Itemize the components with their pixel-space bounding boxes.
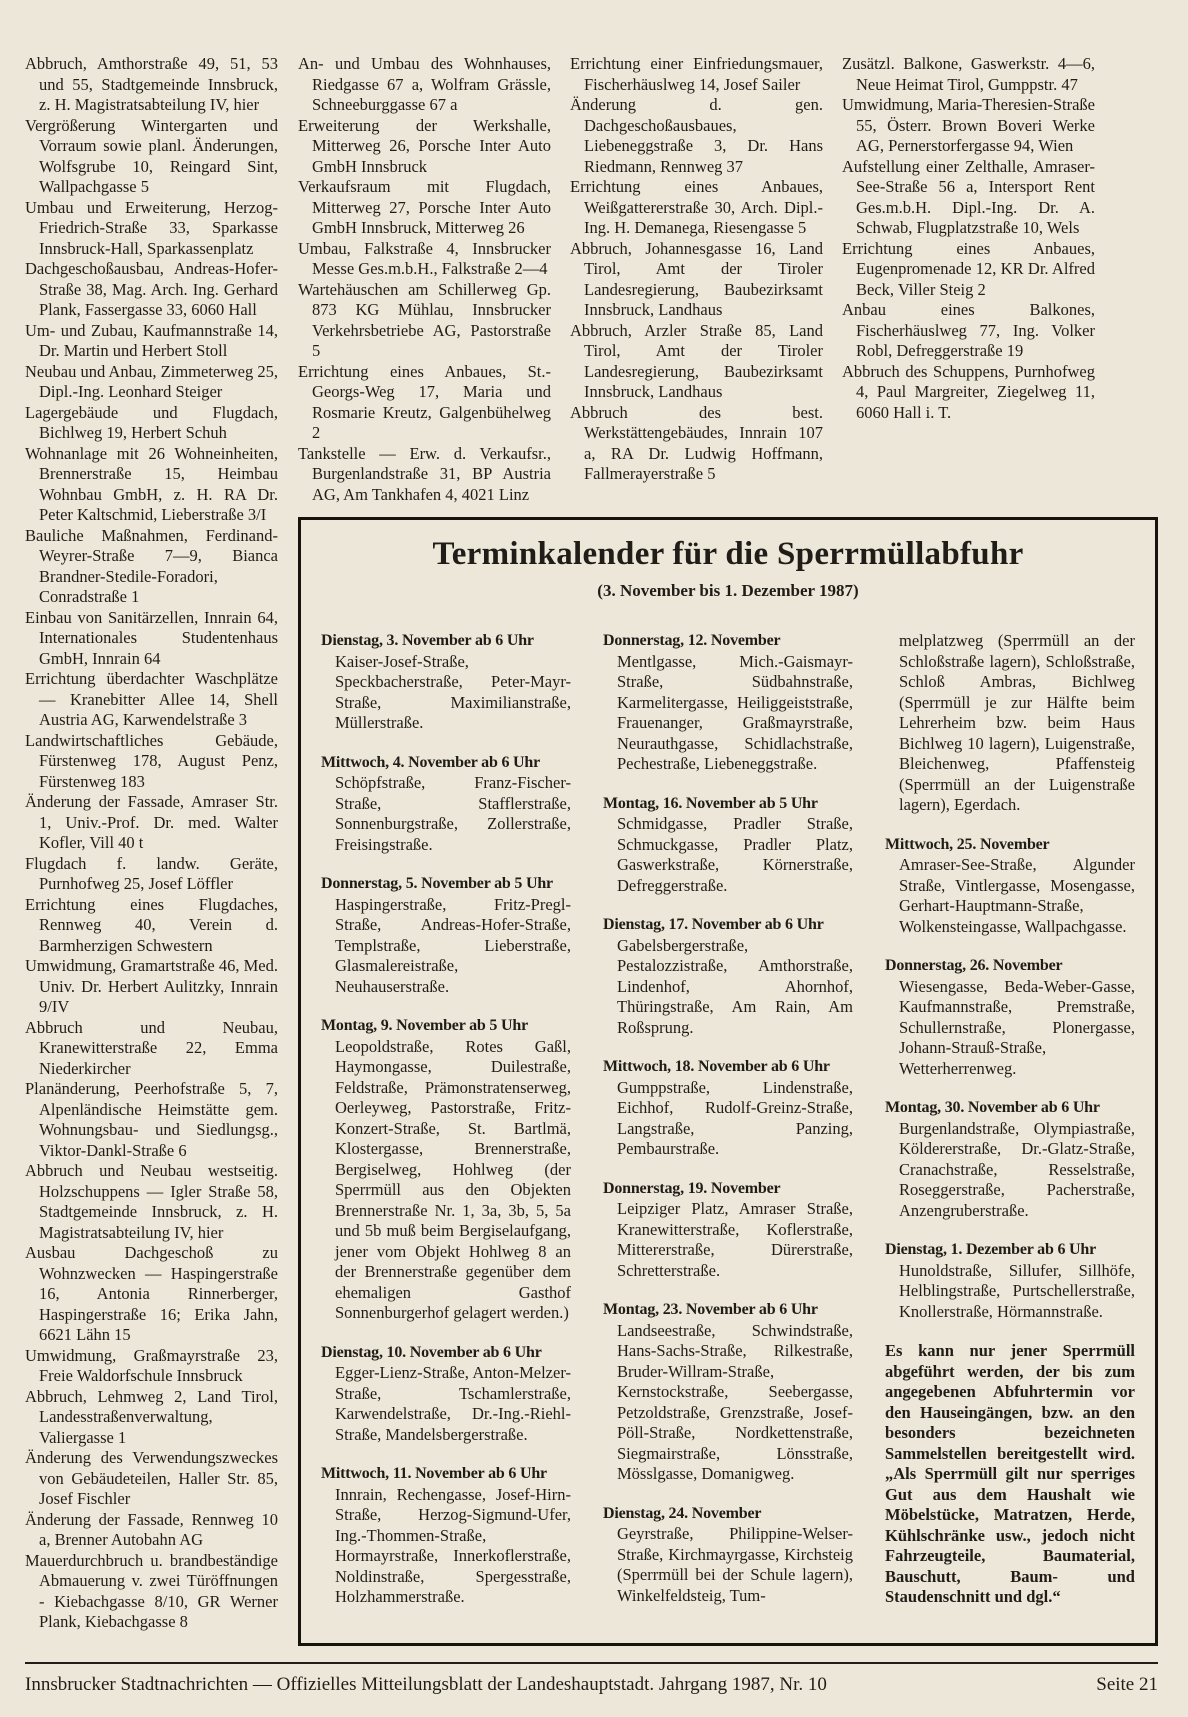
calendar-entry-date: Mittwoch, 18. November ab 6 Uhr <box>603 1058 830 1075</box>
calendar-entry-date: Dienstag, 3. November ab 6 Uhr <box>321 632 534 649</box>
notice-entry: Umwidmung, Graßmayrstraße 23, Freie Waldorfschule Innsbruck <box>25 1345 278 1385</box>
calendar-entry <box>603 1300 853 1485</box>
calendar-entry-date: Donnerstag, 19. November <box>603 1179 781 1197</box>
calendar-entry-date: Montag, 30. November ab 6 Uhr <box>885 1099 1100 1116</box>
notice-entry: Wohnanlage mit 26 Wohneinheiten, Brennerstraße 15, Heimbau Wohnbau GmbH, z. H. RA Dr. Peter Kaltschmid, Lieberstraße 3/I <box>25 443 278 524</box>
calendar-entry-streets: Mentlgasse, Mich.-Gaismayr-Straße, Südbahnstraße, Karmelitergasse, Heiliggeiststraße, Frauenanger, Graßmayrstraße, Neurauthgasse, Schidlachstraße, Pechestraße, Liebeneggstraße. <box>617 651 853 773</box>
page-footer <box>25 1662 1158 1697</box>
calendar-continuation-text: melplatzweg (Sperrmüll an der Schloßstraße lagern), Schloßstraße, Schloß Ambras, Bichlweg (Sperrmüll je zur Hälfte beim Lehrerheim bzw. beim Haus Bichlweg 10 lagern), Luigenstraße, Bleichenweg, Pfaffensteig (Sperrmüll an der Luigenstraße lagern), Egerdach. <box>899 631 1135 814</box>
calendar-entry-date: Dienstag, 17. November ab 6 Uhr <box>603 916 824 933</box>
calendar-entry-streets: Kaiser-Josef-Straße, Speckbacherstraße, Peter-Mayr-Straße, Maximilianstraße, Müllerstraße. <box>335 651 571 732</box>
notice-entry: Neubau und Anbau, Zimmeterweg 25, Dipl.-Ing. Leonhard Steiger <box>25 361 278 401</box>
right-section <box>298 54 1158 1646</box>
calendar-title: Terminkalender für die Sperrmüllabfuhr <box>432 536 1024 572</box>
calendar-entry-date: Donnerstag, 5. November ab 5 Uhr <box>321 875 553 892</box>
calendar-entry <box>885 1240 1135 1322</box>
calendar-column-2 <box>603 631 853 1627</box>
notice-entry: Wartehäuschen am Schillerweg Gp. 873 KG Mühlau, Innsbrucker Verkehrsbetriebe AG, Pastorstraße 5 <box>298 279 551 360</box>
notice-entry: Vergrößerung Wintergarten und Vorraum sowie planl. Änderungen, Wolfsgrube 10, Reingard Sint, Wallpachgasse 5 <box>25 115 278 196</box>
calendar-entry <box>603 1179 853 1282</box>
notice-entry: Landwirtschaftliches Gebäude, Fürstenweg 178, August Penz, Fürstenweg 183 <box>25 730 278 791</box>
calendar-entry-streets: Schöpfstraße, Franz-Fischer-Straße, Stafflerstraße, Sonnenburgstraße, Zollerstraße, Freisingstraße. <box>335 773 571 854</box>
notices-column-2 <box>298 54 551 505</box>
notice-entry: Mauerdurchbruch u. brandbeständige Abmauerung v. zwei Türöffnungen - Kiebachgasse 8/10, GR Werner Plank, Kiebachgasse 8 <box>25 1550 278 1631</box>
calendar-column-1 <box>321 631 571 1627</box>
footer-publication-info: Innsbrucker Stadtnachrichten — Offizielles Mitteilungsblatt der Landeshauptstadt. Jahrgang 1987, Nr. 10 <box>25 1673 827 1695</box>
calendar-entry <box>321 874 571 997</box>
notice-entry: Abbruch, Arzler Straße 85, Land Tirol, Amt der Tiroler Landesregierung, Baubezirksamt Innsbruck, Landhaus <box>570 320 823 401</box>
notice-entry: Bauliche Maßnahmen, Ferdinand-Weyrer-Straße 7—9, Bianca Brandner-Stedile-Foradori, Conradstraße 1 <box>25 525 278 606</box>
calendar-subtitle: (3. November bis 1. Dezember 1987) <box>597 581 859 600</box>
calendar-entry-date: Montag, 23. November ab 6 Uhr <box>603 1301 818 1318</box>
calendar-entry <box>885 956 1135 1079</box>
notice-entry: Änderung der Fassade, Amraser Str. 1, Univ.-Prof. Dr. med. Walter Kofler, Vill 40 t <box>25 792 278 852</box>
notice-entry: Abbruch, Johannesgasse 16, Land Tirol, Amt der Tiroler Landesregierung, Baubezirksamt Innsbruck, Landhaus <box>570 238 823 319</box>
notice-entry: Dachgeschoßausbau, Andreas-Hofer-Straße 38, Mag. Arch. Ing. Gerhard Plank, Fassergasse 33, 6060 Hall <box>25 259 278 319</box>
calendar-entry-streets: Amraser-See-Straße, Algunder Straße, Vintlergasse, Mosengasse, Gerhart-Hauptmann-Straße, Wolkensteingasse, Wallpachgasse. <box>899 855 1135 936</box>
calendar-entry <box>603 1057 853 1160</box>
notice-entry: Errichtung eines Anbaues, Eugenpromenade 12, KR Dr. Alfred Beck, Viller Steig 2 <box>842 238 1095 299</box>
calendar-entry <box>603 915 853 1038</box>
calendar-entry-streets: Egger-Lienz-Straße, Anton-Melzer-Straße, Tschamlerstraße, Karwendelstraße, Dr.-Ing.-Riehl-Straße, Mandelsbergerstraße. <box>335 1363 571 1444</box>
calendar-entry <box>603 1504 853 1607</box>
notice-entry: Einbau von Sanitärzellen, Innrain 64, Internationales Studentenhaus GmbH, Innrain 64 <box>25 607 278 668</box>
calendar-column-3 <box>885 631 1135 1627</box>
calendar-entry-streets: Gabelsbergerstraße, Pestalozzistraße, Amthorstraße, Lindenhof, Ahornhof, Thüringstraße, Am Rain, Am Roßsprung. <box>617 935 853 1037</box>
calendar-entry-streets: Wiesengasse, Beda-Weber-Gasse, Kaufmannstraße, Premstraße, Schullernstraße, Plonergasse, Johann-Strauß-Straße, Wetterherrenweg. <box>899 976 1135 1078</box>
notice-entry: Aufstellung einer Zelthalle, Amraser-See-Straße 56 a, Intersport Rent Ges.m.b.H. Dipl.-Ing. Dr. A. Schwab, Flugplatzstraße 10, Wels <box>842 156 1095 237</box>
calendar-entry-streets: Innrain, Rechengasse, Josef-Hirn-Straße, Herzog-Sigmund-Ufer, Ing.-Thommen-Straße, Hormayrstraße, Innerkoflerstraße, Noldinstraße, Spergesstraße, Holzhammerstraße. <box>335 1484 571 1606</box>
calendar-entry-date: Montag, 9. November ab 5 Uhr <box>321 1017 528 1034</box>
calendar-columns <box>321 631 1135 1627</box>
bulk-waste-calendar-box <box>298 517 1158 1646</box>
notice-entry: Um- und Zubau, Kaufmannstraße 14, Dr. Martin und Herbert Stoll <box>25 320 278 360</box>
calendar-entry-streets: Schmidgasse, Pradler Straße, Schmuckgasse, Pradler Platz, Gaswerkstraße, Körnerstraße, Defreggerstraße. <box>617 814 853 895</box>
notice-entry: Abbruch des best. Werkstättengebäudes, Innrain 107 a, RA Dr. Ludwig Hoffmann, Fallmerayerstraße 5 <box>570 402 823 483</box>
notice-entry: Errichtung eines Anbaues, Weißgattererstraße 30, Arch. Dipl.-Ing. H. Demanega, Riesengasse 5 <box>570 177 823 237</box>
notice-entry: Änderung der Fassade, Rennweg 10 a, Brenner Autobahn AG <box>25 1509 278 1549</box>
notice-entry: Verkaufsraum mit Flugdach, Mitterweg 27, Porsche Inter Auto GmbH Innsbruck, Mitterweg 26 <box>298 177 551 237</box>
calendar-entry-date: Dienstag, 24. November <box>603 1504 762 1522</box>
calendar-entry-date: Mittwoch, 4. November ab 6 Uhr <box>321 753 541 771</box>
calendar-entry-streets: Leipziger Platz, Amraser Straße, Kranewitterstraße, Koflerstraße, Mittererstraße, Dürerstraße, Schretterstraße. <box>617 1199 853 1280</box>
notice-entry: Zusätzl. Balkone, Gaswerkstr. 4—6, Neue Heimat Tirol, Gumppstr. 47 <box>842 54 1095 94</box>
calendar-entry-streets: Burgenlandstraße, Olympiastraße, Köldererstraße, Dr.-Glatz-Straße, Cranachstraße, Resselstraße, Roseggerstraße, Pacherstraße, Anzengruberstraße. <box>899 1118 1135 1220</box>
notice-entry: Errichtung eines Flugdaches, Rennweg 40, Verein d. Barmherzigen Schwestern <box>25 894 278 955</box>
calendar-entry <box>321 1464 571 1608</box>
notice-entry: Abbruch, Amthorstraße 49, 51, 53 und 55, Stadtgemeinde Innsbruck, z. H. Magistratsabteilung IV, hier <box>25 54 278 114</box>
calendar-closing-note: Es kann nur jener Sperrmüll abgeführt werden, der bis zum angegebenen Abfuhrtermin vor den Hauseingängen, bzw. an den besonders bezeichneten Sammelstellen bereitgestellt wird. „Als Sperrmüll gilt nur sperriges Gut aus dem Haushalt wie Möbelstücke, Matratzen, Herde, Kühlschränke usw., jedoch nicht Fahrzeugteile, Baumaterial, Bauschutt, Baum- und Staudenschnitt und dgl.“ <box>885 1341 1135 1606</box>
notice-entry: Abbruch, Lehmweg 2, Land Tirol, Landesstraßenverwaltung, Valiergasse 1 <box>25 1386 278 1447</box>
calendar-entry-streets: Geyrstraße, Philippine-Welser-Straße, Kirchmayrgasse, Kirchsteig (Sperrmüll bei der Schule lagern), Winkelfeldsteig, Tum- <box>617 1524 853 1605</box>
calendar-entry <box>321 1343 571 1446</box>
notice-entry: Umbau, Falkstraße 4, Innsbrucker Messe Ges.m.b.H., Falkstraße 2—4 <box>298 238 551 278</box>
calendar-entry-date: Dienstag, 10. November ab 6 Uhr <box>321 1343 542 1361</box>
notice-entry: Umwidmung, Gramartstraße 46, Med. Univ. Dr. Herbert Aulitzky, Innrain 9/IV <box>25 956 278 1016</box>
notices-column-1 <box>25 54 278 1633</box>
notice-entry: Tankstelle — Erw. d. Verkaufsr., Burgenlandstraße 31, BP Austria AG, Am Tankhafen 4, 4021 Linz <box>298 443 551 504</box>
calendar-entry-date: Mittwoch, 11. November ab 6 Uhr <box>321 1465 547 1482</box>
calendar-entry-streets: Leopoldstraße, Rotes Gaßl, Haymongasse, Duilestraße, Feldstraße, Prämonstratenserweg, Oerleyweg, Pastorstraße, Fritz-Konzert-Straße, St. Bartlmä, Klostergasse, Brennerstraße, Bergiselweg, Hohlweg (der Sperrmüll aus den Objekten Brennerstraße Nr. 1, 3a, 3b, 5, 5a und 5b muß beim Bergiselaufgang, jener vom Objekt Hohlweg 8 an der Brennerstraße gegenüber dem ehemaligen Gasthof Sonnenburgerhof gelagert werden.) <box>335 1036 571 1322</box>
main-content <box>25 54 1158 1646</box>
calendar-entry <box>321 753 571 856</box>
notice-entry: An- und Umbau des Wohnhauses, Riedgasse 67 a, Wolfram Grässle, Schneeburggasse 67 a <box>298 54 551 114</box>
notices-top-row <box>298 54 1158 505</box>
notice-entry: Abbruch und Neubau, Kranewitterstraße 22, Emma Niederkircher <box>25 1017 278 1078</box>
calendar-entry <box>321 1016 571 1324</box>
notice-entry: Änderung des Verwendungszweckes von Gebäudeteilen, Haller Str. 85, Josef Fischler <box>25 1448 278 1508</box>
calendar-entry <box>603 794 853 897</box>
notice-entry: Errichtung eines Anbaues, St.-Georgs-Weg 17, Maria und Rosmarie Kreutz, Galgenbühelweg 2 <box>298 361 551 442</box>
calendar-entry <box>603 631 853 775</box>
calendar-entry-streets: Hunoldstraße, Sillufer, Sillhöfe, Helblingstraße, Purtschellerstraße, Knollerstraße, Hörmannstraße. <box>899 1260 1135 1321</box>
notice-entry: Änderung d. gen. Dachgeschoßausbaues, Liebeneggstraße 3, Dr. Hans Riedmann, Rennweg 37 <box>570 95 823 176</box>
notice-entry: Umbau und Erweiterung, Herzog-Friedrich-Straße 33, Sparkasse Innsbruck-Hall, Sparkassenplatz <box>25 197 278 258</box>
notice-entry: Umwidmung, Maria-Theresien-Straße 55, Österr. Brown Boveri Werke AG, Pernerstorfergasse 94, Wien <box>842 95 1095 155</box>
footer-page-number: Seite 21 <box>1096 1673 1158 1695</box>
calendar-entry-date: Mittwoch, 25. November <box>885 835 1050 853</box>
calendar-entry-date: Dienstag, 1. Dezember ab 6 Uhr <box>885 1241 1097 1258</box>
notices-column-3 <box>570 54 823 505</box>
notice-entry: Abbruch des Schuppens, Purnhofweg 4, Paul Margreiter, Ziegelweg 11, 6060 Hall i. T. <box>842 361 1095 422</box>
notice-entry: Errichtung einer Einfriedungsmauer, Fischerhäuslweg 14, Josef Sailer <box>570 54 823 94</box>
calendar-entry <box>885 1098 1135 1221</box>
calendar-entry-streets: Haspingerstraße, Fritz-Pregl-Straße, Andreas-Hofer-Straße, Templstraße, Lieberstraße, Glasmalereistraße, Neuhauserstraße. <box>335 894 571 996</box>
notice-entry: Errichtung überdachter Waschplätze — Kranebitter Allee 14, Shell Austria AG, Karwendelstraße 3 <box>25 669 278 729</box>
notice-entry: Anbau eines Balkones, Fischerhäuslweg 77, Ing. Volker Robl, Defreggerstraße 19 <box>842 300 1095 360</box>
notice-entry: Abbruch und Neubau westseitig. Holzschuppens — Igler Straße 58, Stadtgemeinde Innsbruck, z. H. Magistratsabteilung IV, hier <box>25 1161 278 1242</box>
calendar-entry-date: Montag, 16. November ab 5 Uhr <box>603 794 818 812</box>
calendar-entry <box>885 835 1135 938</box>
calendar-entry-streets: Landseestraße, Schwindstraße, Hans-Sachs-Straße, Rilkestraße, Bruder-Willram-Straße, Kernstockstraße, Seebergasse, Petzoldstraße, Grenzstraße, Josef-Pöll-Straße, Nordkettenstraße, Siegmairstraße, Lönsstraße, Mösslgasse, Domanigweg. <box>617 1320 853 1483</box>
calendar-column-3-entries <box>885 631 1135 1322</box>
calendar-entry-date: Donnerstag, 26. November <box>885 957 1063 974</box>
notice-entry: Erweiterung der Werkshalle, Mitterweg 26, Porsche Inter Auto GmbH Innsbruck <box>298 115 551 176</box>
calendar-entry-streets: Gumppstraße, Lindenstraße, Eichhof, Rudolf-Greinz-Straße, Langstraße, Panzing, Pembaurstraße. <box>617 1077 853 1158</box>
notices-column-4 <box>842 54 1095 505</box>
notice-entry: Ausbau Dachgeschoß zu Wohnzwecken — Haspingerstraße 16, Antonia Rinnerberger, Haspingerstraße 16; Erika Jahn, 6621 Lähn 15 <box>25 1243 278 1344</box>
calendar-entry-date: Donnerstag, 12. November <box>603 632 781 649</box>
calendar-entry <box>321 631 571 734</box>
notice-entry: Planänderung, Peerhofstraße 5, 7, Alpenländische Heimstätte gem. Wohnungsbau- und Siedlungsg., Viktor-Dankl-Straße 6 <box>25 1079 278 1160</box>
notice-entry: Flugdach f. landw. Geräte, Purnhofweg 25, Josef Löffler <box>25 853 278 893</box>
notice-entry: Lagergebäude und Flugdach, Bichlweg 19, Herbert Schuh <box>25 402 278 442</box>
